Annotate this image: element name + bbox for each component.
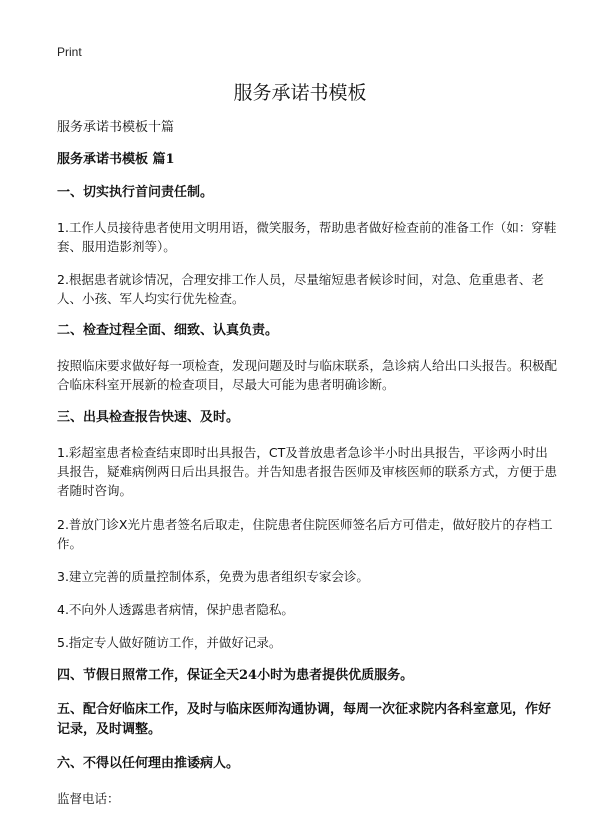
document-body [57, 118, 557, 808]
print-link[interactable]: Print [57, 45, 82, 59]
section-heading: 服务承诺书模板 篇1 [57, 152, 175, 167]
heading-4: 四、节假日照常工作，保证全天24小时为患者提供优质服务。 [57, 668, 414, 683]
supervision-phone-label: 监督电话： [57, 791, 120, 806]
paragraph-3-1: 1.彩超室患者检查结束即时出具报告，CT及普放患者急诊半小时出具报告，平诊两小时出具报告，疑难病例两日后出具报告。并告知患者报告医师及审核医师的联系方式，方便于患者随时咨询。 [57, 445, 558, 498]
paragraph-3-3: 3.建立完善的质量控制体系，免费为患者组织专家会诊。 [57, 569, 369, 584]
heading-2: 二、检查过程全面、细致、认真负责。 [57, 323, 279, 338]
heading-6: 六、不得以任何理由推诿病人。 [57, 756, 240, 771]
paragraph-1-2: 2.根据患者就诊情况，合理安排工作人员，尽量缩短患者候诊时间，对急、危重患者、老人、小孩、军人均实行优先检查。 [57, 272, 544, 306]
heading-5: 五、配合好临床工作，及时与临床医师沟通协调，每周一次征求院内各科室意见，作好记录，及时调整。 [57, 702, 552, 737]
page-title: 服务承诺书模板 [233, 82, 367, 104]
paragraph-1-1: 1.工作人员接待患者使用文明用语，微笑服务，帮助患者做好检查前的准备工作（如：穿鞋套、服用造影剂等）。 [57, 220, 557, 254]
paragraph-2-1: 按照临床要求做好每一项检查，发现问题及时与临床联系，急诊病人给出口头报告。积极配合临床科室开展新的检查项目，尽最大可能为患者明确诊断。 [57, 358, 558, 392]
heading-3: 三、出具检查报告快速、及时。 [57, 410, 240, 425]
paragraph-3-2: 2.普放门诊X光片患者签名后取走，住院患者住院医师签名后方可借走，做好胶片的存档工作。 [57, 517, 553, 551]
paragraph-3-5: 5.指定专人做好随访工作，并做好记录。 [57, 635, 282, 650]
document-subtitle: 服务承诺书模板十篇 [57, 120, 175, 135]
heading-1: 一、切实执行首问责任制。 [57, 185, 214, 200]
paragraph-3-4: 4.不向外人透露患者病情，保护患者隐私。 [57, 602, 294, 617]
